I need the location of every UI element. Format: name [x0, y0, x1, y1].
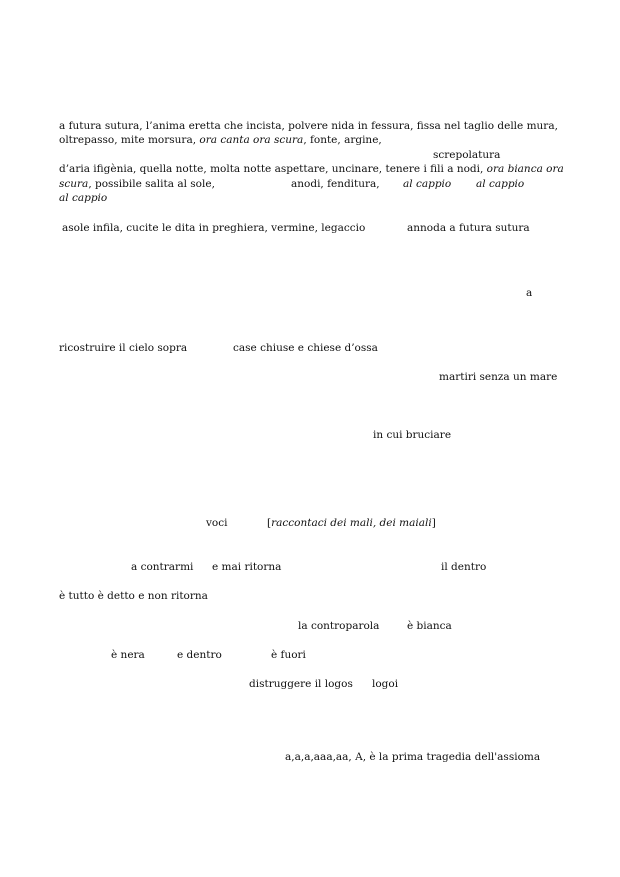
- poem-text-italic: scura: [59, 178, 89, 190]
- poem-line-13: a contrarmi: [131, 561, 194, 573]
- poem-fragment: annoda a futura sutura: [407, 222, 530, 234]
- poem-line-8: a: [526, 287, 533, 299]
- poem-line-9: ricostruire il cielo sopra: [59, 342, 188, 354]
- poem-text-italic: ora canta ora scura: [199, 134, 304, 146]
- poem-line-2: [59, 133, 382, 147]
- poem-line-14: è tutto è detto e non ritorna: [59, 590, 208, 602]
- poem-line-7: asole infila, cucite le dita in preghiera, vermine, legaccio: [62, 222, 366, 234]
- poem-line-6: al cappio: [59, 192, 108, 204]
- poem-fragment: e dentro: [177, 649, 222, 661]
- poem-line-12: voci: [206, 517, 228, 529]
- poem-fragment: è fuori: [271, 649, 306, 661]
- poem-line-11: in cui bruciare: [373, 429, 452, 441]
- poem-line-4: [59, 162, 564, 176]
- poem-line-17: distruggere il logos: [249, 678, 353, 690]
- poem-text-italic: raccontaci dei mali, dei maiali: [271, 517, 432, 529]
- poem-fragment-italic: al cappio: [476, 178, 525, 190]
- poem-text: d’aria ifigènia, quella notte, molta notte aspettare, uncinare, tenere i fili a nodi,: [59, 163, 487, 175]
- poem-fragment: il dentro: [441, 561, 487, 573]
- poem-line-16: è nera: [111, 649, 145, 661]
- poem-line-1: a futura sutura, l’anima eretta che incista, polvere nida in fessura, fissa nel taglio delle mura,: [59, 120, 558, 132]
- poem-line-18: a,a,a,aaa,aa, A, è la prima tragedia dell'assioma: [285, 751, 541, 763]
- poem-text: , possibile salita al sole,: [88, 178, 215, 190]
- poem-line-15: la controparola: [298, 620, 380, 632]
- poem-line-10: martiri senza un mare: [439, 371, 558, 383]
- poem-fragment: case chiuse e chiese d’ossa: [233, 342, 378, 354]
- poem-fragment-italic: al cappio: [403, 178, 452, 190]
- poem-line-3: screpolatura: [433, 149, 501, 161]
- poem-line-5: [59, 177, 215, 191]
- poem-fragment: logoi: [372, 678, 399, 690]
- poem-text-italic: ora bianca ora: [486, 163, 564, 175]
- poem-text: ]: [431, 517, 436, 529]
- poem-text: oltrepasso, mite morsura,: [59, 134, 200, 146]
- poem-fragment: anodi, fenditura,: [291, 178, 380, 190]
- poem-fragment: è bianca: [407, 620, 452, 632]
- poem-bracket-line: [267, 516, 436, 530]
- poem-text: , fonte, argine,: [303, 134, 382, 146]
- poem-fragment: e mai ritorna: [212, 561, 282, 573]
- poem-text: [: [267, 517, 272, 529]
